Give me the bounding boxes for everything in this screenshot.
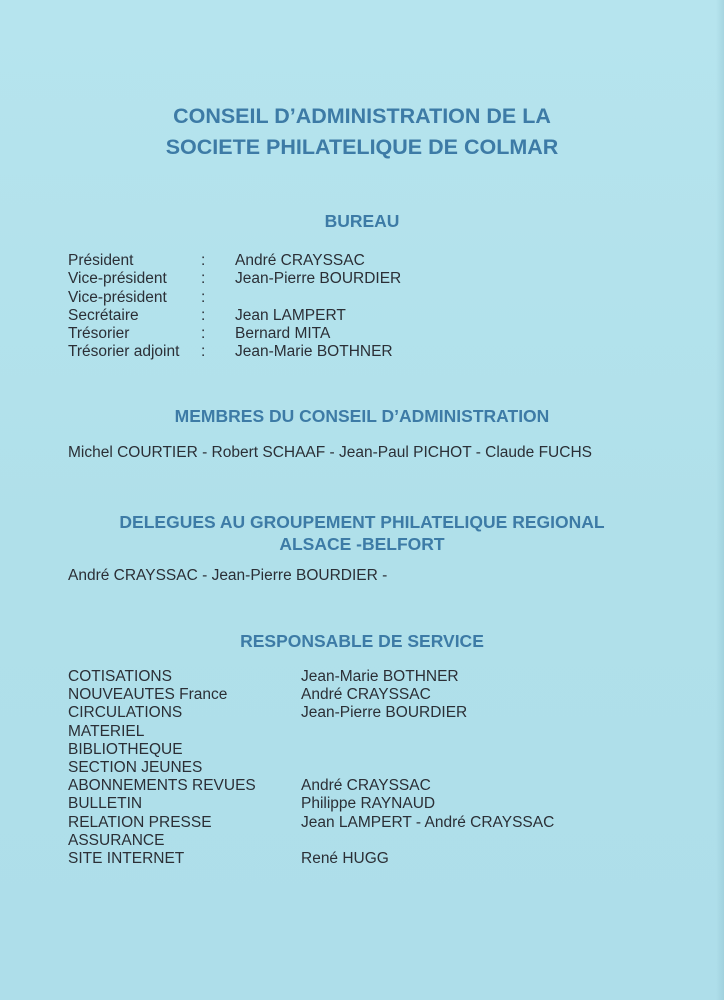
service-row-relation-presse bbox=[68, 814, 628, 832]
bureau-role: Président bbox=[68, 252, 134, 269]
bureau-name: Jean LAMPERT bbox=[235, 306, 346, 324]
service-row-section-jeunes bbox=[68, 759, 628, 777]
membres-list: Michel COURTIER - Robert SCHAAF - Jean-Paul PICHOT - Claude FUCHS bbox=[68, 444, 592, 461]
service-row-site-internet bbox=[68, 850, 628, 868]
delegues-heading bbox=[0, 511, 724, 555]
bureau-row-president bbox=[68, 252, 568, 270]
delegues-list: André CRAYSSAC - Jean-Pierre BOURDIER - bbox=[68, 567, 388, 584]
service-row-bulletin bbox=[68, 795, 628, 813]
bureau-colon: : bbox=[201, 252, 206, 269]
service-name: NOUVEAUTES France bbox=[68, 686, 228, 704]
bureau-row-vice-president-2 bbox=[68, 289, 568, 307]
service-name: CIRCULATIONS bbox=[68, 704, 183, 722]
service-person: Jean LAMPERT - André CRAYSSAC bbox=[301, 813, 555, 831]
service-row-assurance bbox=[68, 832, 628, 850]
service-person: André CRAYSSAC bbox=[301, 686, 431, 704]
service-name: ABONNEMENTS REVUES bbox=[68, 777, 256, 795]
service-name: ASSURANCE bbox=[68, 831, 165, 849]
service-row-circulations bbox=[68, 704, 628, 722]
delegues-heading-line-1: DELEGUES AU GROUPEMENT PHILATELIQUE REGIONAL bbox=[119, 512, 605, 532]
bureau-list bbox=[68, 252, 568, 362]
bureau-role: Trésorier bbox=[68, 325, 130, 343]
bureau-name: André CRAYSSAC bbox=[235, 252, 365, 269]
bureau-row-tresorier bbox=[68, 325, 568, 343]
service-name: SECTION JEUNES bbox=[68, 758, 203, 776]
bureau-name: Bernard MITA bbox=[235, 325, 331, 343]
service-row-nouveautes bbox=[68, 686, 628, 704]
bureau-colon: : bbox=[201, 306, 206, 324]
service-person: Jean-Pierre BOURDIER bbox=[301, 704, 468, 722]
title-line-1: CONSEIL D’ADMINISTRATION DE LA bbox=[173, 104, 551, 128]
service-person: Jean-Marie BOTHNER bbox=[301, 668, 459, 685]
bureau-name: Jean-Marie BOTHNER bbox=[235, 343, 393, 361]
bureau-name: Jean-Pierre BOURDIER bbox=[235, 270, 402, 288]
bureau-role: Trésorier adjoint bbox=[68, 343, 180, 361]
service-name: COTISATIONS bbox=[68, 668, 172, 685]
bureau-colon: : bbox=[201, 325, 206, 343]
service-name: RELATION PRESSE bbox=[68, 813, 212, 831]
service-name: MATERIEL bbox=[68, 722, 145, 740]
service-row-bibliotheque bbox=[68, 741, 628, 759]
bureau-colon: : bbox=[201, 288, 206, 306]
bureau-role: Vice-président bbox=[68, 288, 167, 306]
responsables-list bbox=[68, 668, 628, 868]
bureau-row-secretaire bbox=[68, 307, 568, 325]
service-row-abonnements bbox=[68, 777, 628, 795]
bureau-colon: : bbox=[201, 343, 206, 361]
title-line-2: SOCIETE PHILATELIQUE DE COLMAR bbox=[165, 135, 559, 159]
bureau-role: Vice-président bbox=[68, 270, 167, 288]
delegues-heading-line-2: ALSACE -BELFORT bbox=[279, 534, 445, 554]
bureau-row-vice-president-1 bbox=[68, 270, 568, 288]
service-row-cotisations bbox=[68, 668, 628, 686]
service-name: BULLETIN bbox=[68, 795, 143, 813]
service-name: SITE INTERNET bbox=[68, 849, 185, 867]
service-person: André CRAYSSAC bbox=[301, 777, 431, 795]
bureau-heading: BUREAU bbox=[324, 211, 400, 231]
document-title bbox=[0, 101, 724, 163]
bureau-row-tresorier-adjoint bbox=[68, 343, 568, 361]
responsables-heading: RESPONSABLE DE SERVICE bbox=[240, 631, 484, 651]
service-row-materiel bbox=[68, 723, 628, 741]
service-person: René HUGG bbox=[301, 849, 389, 867]
service-person: Philippe RAYNAUD bbox=[301, 795, 436, 813]
bureau-colon: : bbox=[201, 270, 206, 288]
bureau-role: Secrétaire bbox=[68, 306, 139, 324]
membres-heading: MEMBRES DU CONSEIL D’ADMINISTRATION bbox=[174, 406, 550, 426]
service-name: BIBLIOTHEQUE bbox=[68, 740, 183, 758]
